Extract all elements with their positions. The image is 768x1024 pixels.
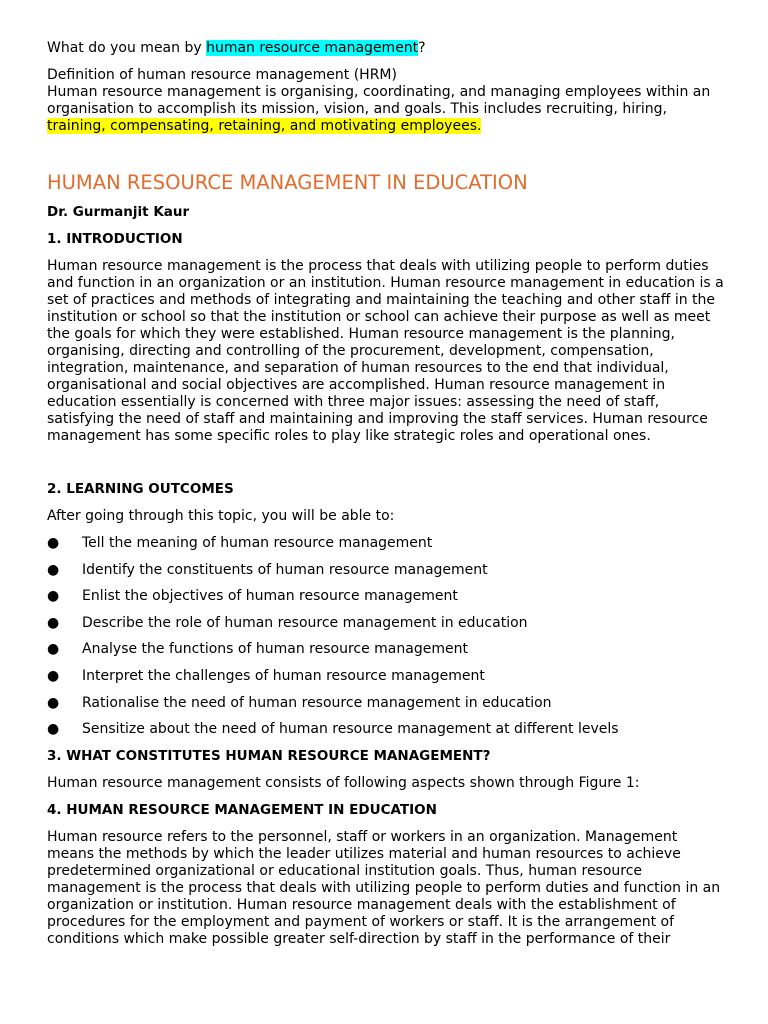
- list-item-text: Analyse the functions of human resource management: [82, 641, 468, 658]
- document-author: Dr. Gurmanjit Kaur: [47, 204, 190, 220]
- list-item: [47, 641, 727, 658]
- definition-body: Human resource management is organising, coordinating, and managing employees within an organisation to accomplish its mission, vision, and goals. This includes recruiting, hiring,: [47, 84, 711, 117]
- bullet-icon: ●: [47, 588, 60, 605]
- list-item-text: Describe the role of human resource management in education: [82, 614, 528, 631]
- question-highlight: human resource management: [206, 40, 419, 56]
- bullet-icon: ●: [47, 694, 60, 711]
- bullet-icon: ●: [47, 614, 60, 631]
- constitutes-paragraph: Human resource management consists of following aspects shown through Figure 1:: [47, 774, 640, 791]
- list-item-text: Sensitize about the need of human resource management at different levels: [82, 721, 619, 738]
- list-item: [47, 695, 727, 712]
- list-item: [47, 721, 727, 738]
- question-line: [47, 40, 727, 57]
- hrm-education-paragraph: Human resource refers to the personnel, staff or workers in an organization. Management means the methods by which the leader utilizes material and human resources to achieve predetermined organizational or educational institution goals. Thus, human resource management is the process that deals with utilizing people to perform duties and function in an organization or institution. Human resource management deals with the establishment of procedures for the employment and payment of workers or staff. It is the arrangement of conditions which make possible greater self-direction by staff in the performance of their: [47, 828, 721, 947]
- list-item: [47, 535, 727, 552]
- question-prefix: What do you mean by: [47, 40, 207, 56]
- section-heading-learning-outcomes: 2. LEARNING OUTCOMES: [47, 481, 234, 497]
- document-title: HUMAN RESOURCE MANAGEMENT IN EDUCATION: [47, 171, 528, 194]
- definition-highlight: training, compensating, retaining, and motivating employees.: [47, 118, 482, 134]
- list-item-text: Tell the meaning of human resource management: [82, 535, 433, 551]
- list-item: [47, 562, 727, 579]
- list-item-text: Rationalise the need of human resource management in education: [82, 694, 552, 711]
- bullet-icon: ●: [47, 561, 60, 578]
- list-item-text: Enlist the objectives of human resource management: [82, 588, 458, 605]
- document-page: [47, 40, 727, 958]
- section-heading-constitutes: 3. WHAT CONSTITUTES HUMAN RESOURCE MANAGEMENT?: [47, 747, 491, 764]
- section-heading-introduction: 1. INTRODUCTION: [47, 231, 183, 247]
- section-heading-hrm-education: 4. HUMAN RESOURCE MANAGEMENT IN EDUCATION: [47, 801, 437, 818]
- list-item: [47, 588, 727, 605]
- introduction-paragraph: Human resource management is the process that deals with utilizing people to perform duties and function in an organization or an institution. Human resource management in education is a set of practices and methods of integrating and maintaining the teaching and other staff in the institution or school so that the institution or school can achieve their purpose as well as meet the goals for which they were established. Human resource management is the planning, organising, directing and controlling of the procurement, development, compensation, integration, maintenance, and separation of human resources to the end that individual, organisational and social objectives are accomplished. Human resource management in education essentially is concerned with three major issues: assessing the need of staff, satisfying the need of staff and maintaining and improving the staff services. Human resource management has some specific roles to play like strategic roles and operational ones.: [47, 258, 724, 444]
- list-item-text: Interpret the challenges of human resource management: [82, 667, 485, 684]
- definition-text: [47, 84, 727, 135]
- learning-outcomes-intro: After going through this topic, you will be able to:: [47, 508, 395, 524]
- question-suffix: ?: [418, 40, 426, 56]
- definition-block: [47, 67, 727, 135]
- bullet-icon: ●: [47, 721, 60, 738]
- list-item: [47, 615, 727, 632]
- bullet-icon: ●: [47, 535, 60, 551]
- list-item: [47, 668, 727, 685]
- list-item-text: Identify the constituents of human resource management: [82, 561, 488, 578]
- learning-outcomes-list: [47, 535, 727, 738]
- bullet-icon: ●: [47, 667, 60, 684]
- bullet-icon: ●: [47, 641, 60, 658]
- definition-heading: Definition of human resource management (HRM): [47, 67, 397, 83]
